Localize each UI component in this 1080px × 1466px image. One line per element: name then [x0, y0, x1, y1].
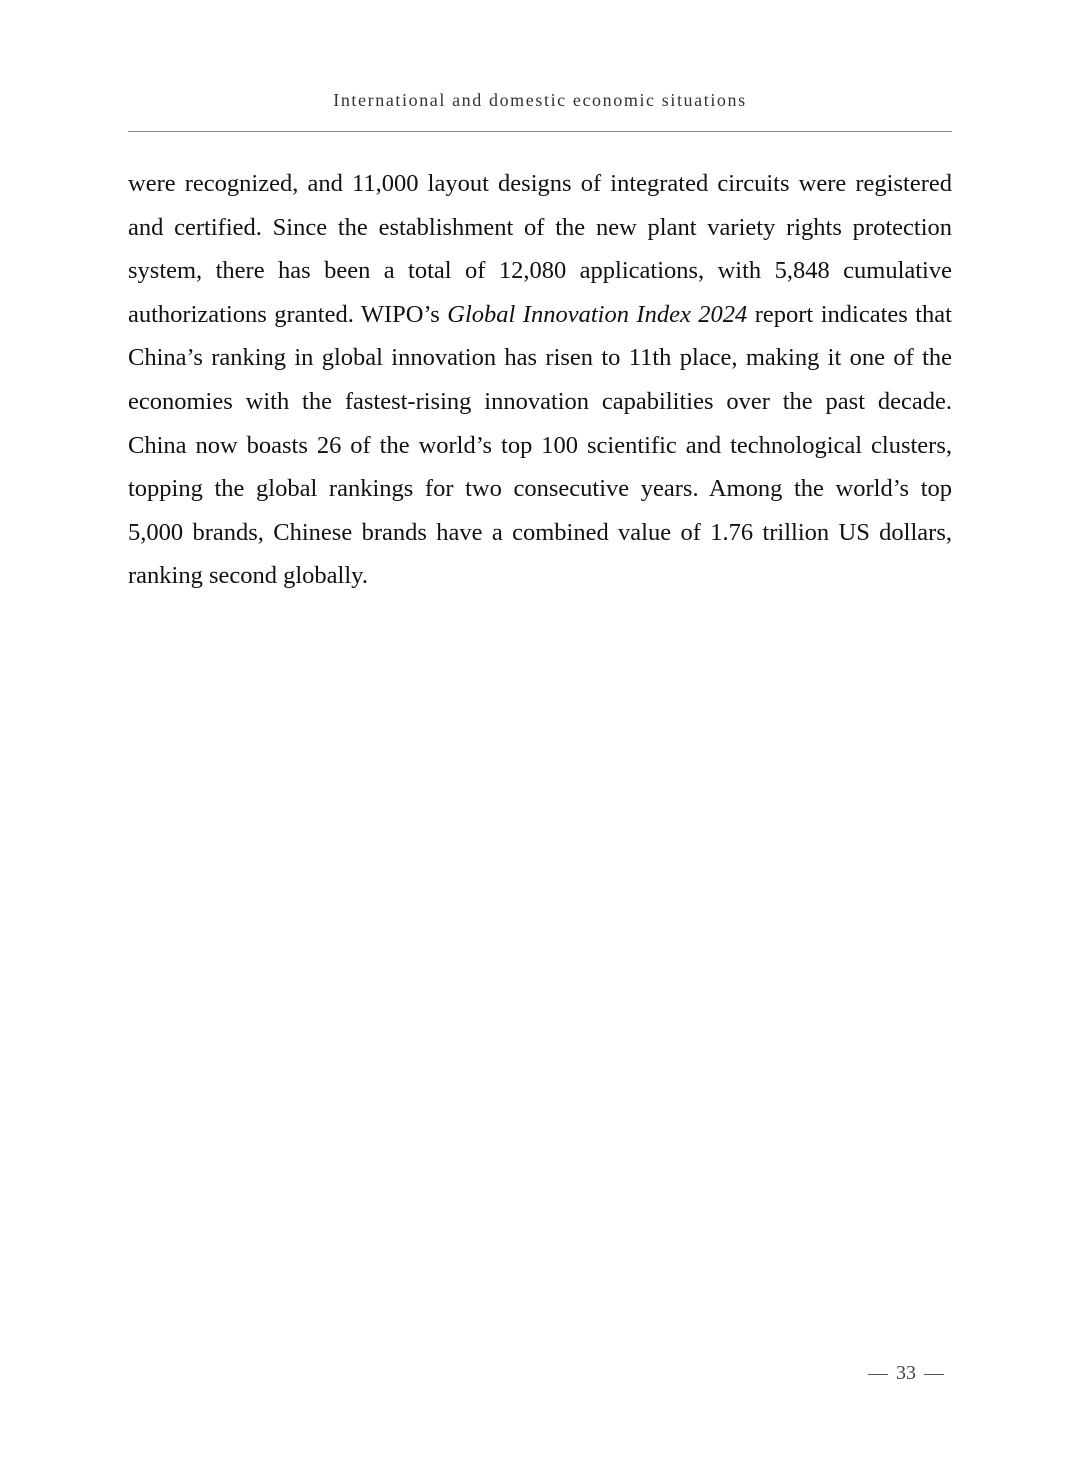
page-number	[860, 1362, 952, 1385]
page-number-value: 33	[896, 1362, 916, 1384]
page-number-right-dash	[924, 1374, 944, 1375]
page-number-left-dash	[868, 1374, 888, 1375]
body-paragraph	[128, 162, 952, 598]
header-divider	[128, 131, 952, 132]
paragraph-text-part-1: were recognized, and 11,000 layout designs of integrated circuits were registered and certified. Since the establishment of the new plant variety rights protection system, there has been a total of 12,080 applications, with 5,848 cumulative authorizations granted. WIPO’s	[128, 170, 952, 328]
report-title: Global Innovation Index 2024	[447, 300, 748, 328]
running-header: International and domestic economic situations	[333, 90, 747, 110]
paragraph-text-part-2: report indicates that China’s ranking in global innovation has risen to 11th place, making it one of the economies with the fastest-rising innovation capabilities over the past decade. China now boasts 26 of the world’s top 100 scientific and technological clusters, topping the global rankings for two consecutive years. Among the world’s top 5,000 brands, Chinese brands have a combined value of 1.76 trillion US dollars, ranking second globally.	[128, 300, 952, 590]
